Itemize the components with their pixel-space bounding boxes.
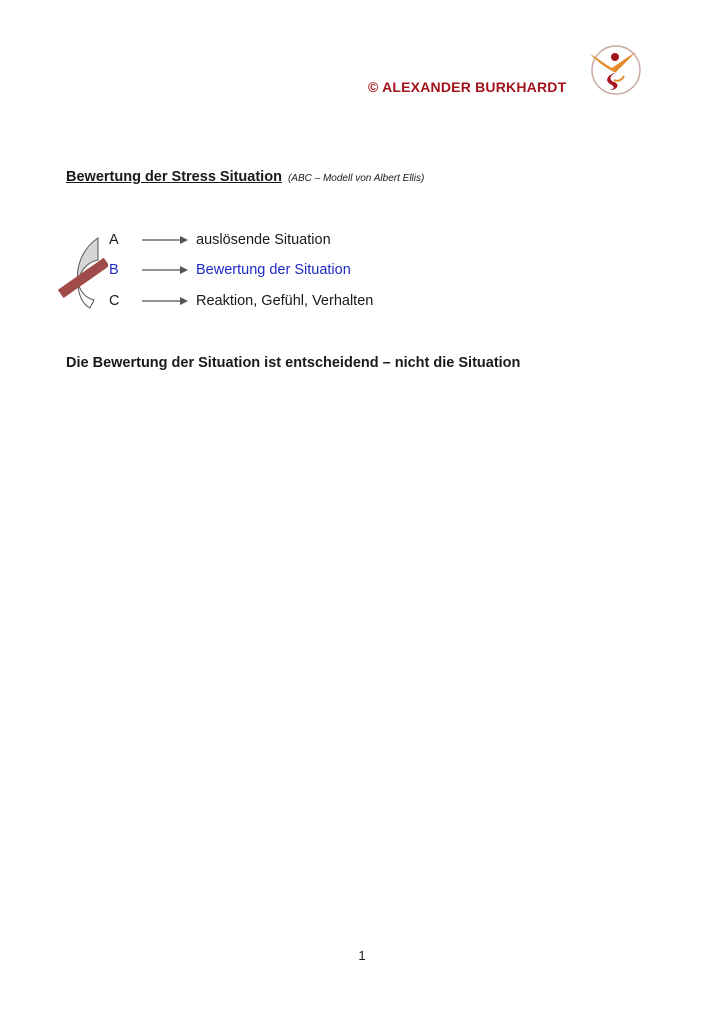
right-arrow-icon — [142, 264, 188, 276]
row-label: auslösende Situation — [196, 232, 331, 248]
page-number: 1 — [358, 948, 366, 963]
row-label: Reaktion, Gefühl, Verhalten — [196, 293, 374, 309]
abc-row-a — [0, 232, 724, 252]
abc-row-c — [0, 293, 724, 313]
right-arrow-icon — [142, 234, 188, 246]
right-arrow-icon — [142, 295, 188, 307]
row-letter: B — [109, 262, 119, 278]
heading-title: Bewertung der Stress Situation — [66, 169, 282, 185]
copyright-header: © ALEXANDER BURKHARDT — [368, 79, 567, 95]
heading-subtitle: (ABC – Modell von Albert Ellis) — [287, 173, 425, 184]
row-letter: C — [109, 293, 120, 309]
row-label: Bewertung der Situation — [196, 262, 351, 278]
section-heading — [66, 169, 424, 185]
abc-row-b — [0, 262, 724, 282]
row-letter: A — [109, 232, 119, 248]
key-statement: Die Bewertung der Situation ist entscheidend – nicht die Situation — [66, 355, 521, 371]
person-figure-logo-icon — [584, 44, 642, 96]
